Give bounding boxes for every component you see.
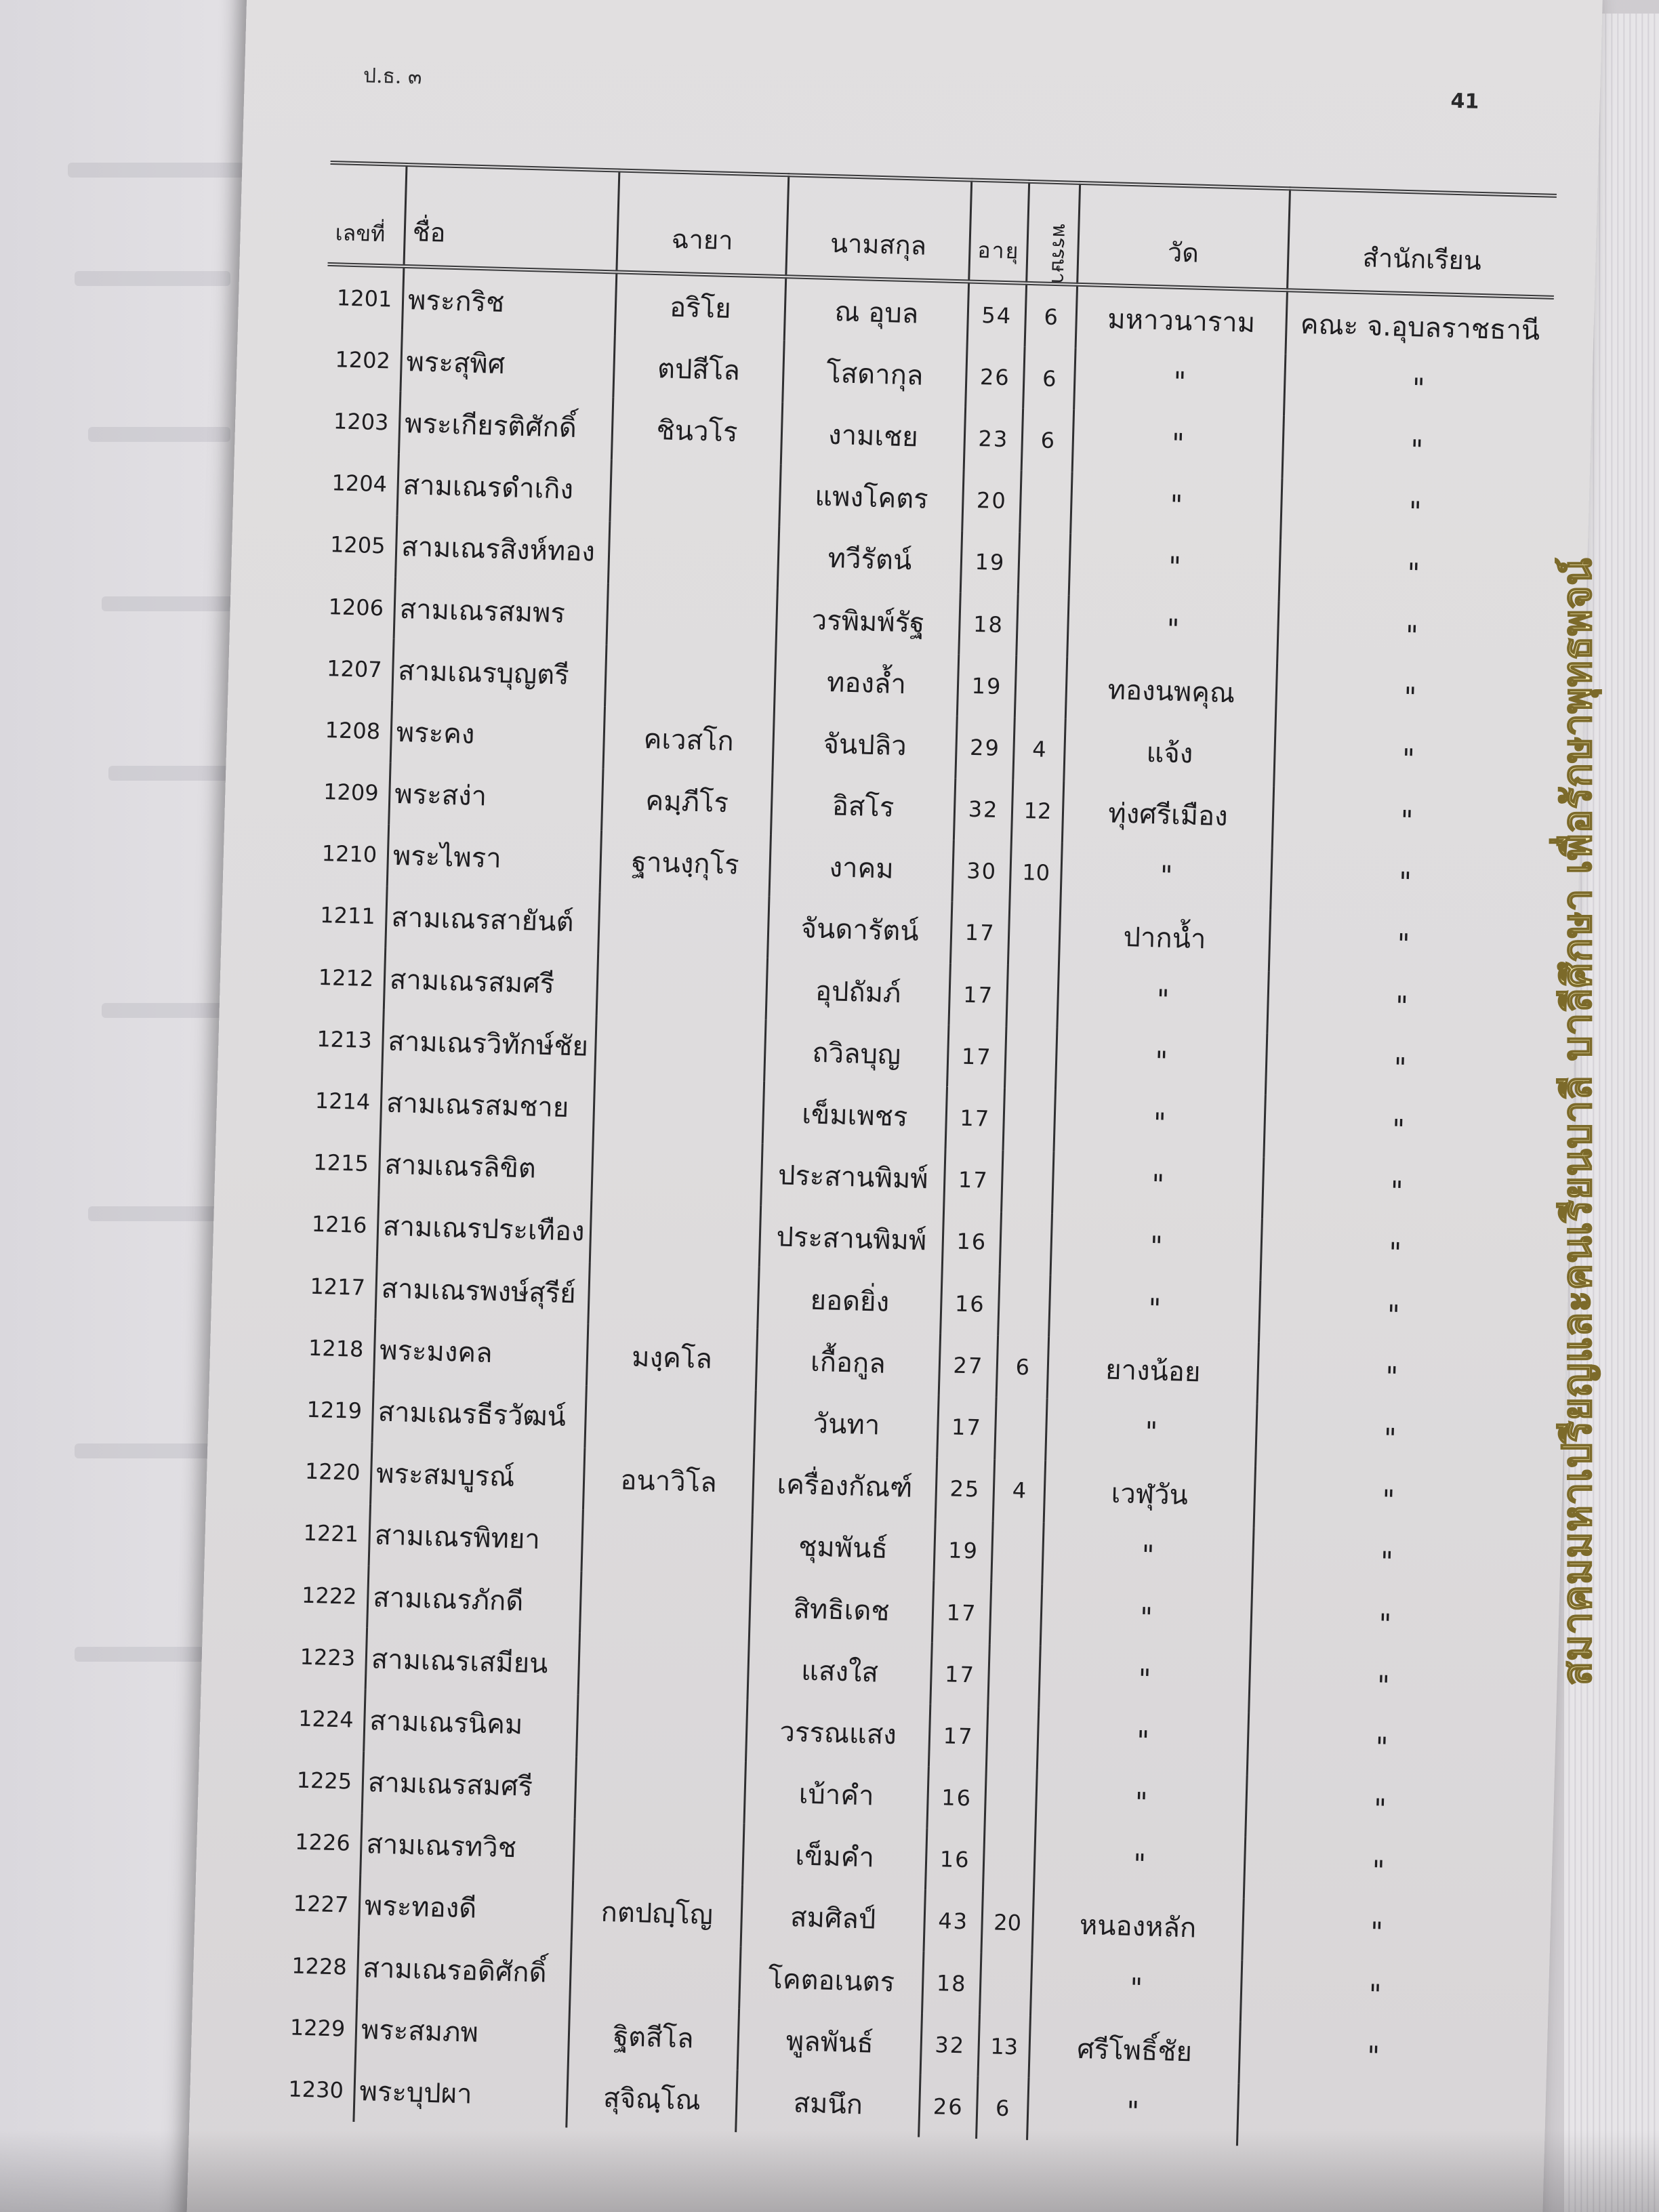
cell-alias: อริโย: [615, 272, 785, 340]
cell-surname: ประสานพิมพ์: [761, 1143, 945, 1210]
cell-alias: [605, 644, 776, 711]
cell-no: 1226: [294, 1828, 351, 1856]
cell-no: 1220: [304, 1458, 361, 1486]
cell-vassa: 6: [996, 1335, 1048, 1398]
cell-surname: เข็มคำ: [743, 1823, 927, 1889]
cell-name: สามเณรดำเกิง: [397, 453, 611, 521]
cell-temple: ": [1069, 533, 1280, 601]
cell-alias: คมฺภีโร: [602, 769, 773, 835]
cell-vassa: 4: [993, 1459, 1045, 1522]
cell-surname: เบ้าคำ: [744, 1761, 928, 1828]
cell-alias: อนาวิโล: [583, 1448, 754, 1514]
cell-age: 19: [957, 654, 1016, 717]
cell-name: พระบุปผา: [354, 2060, 568, 2127]
cell-name: พระสมภพ: [355, 1998, 569, 2066]
cell-temple: ": [1049, 1275, 1261, 1343]
cell-school: ": [1269, 910, 1537, 979]
cell-no: 1229: [289, 2014, 346, 2042]
book-page: [186, 0, 1603, 2212]
cell-school: ": [1281, 478, 1549, 547]
cell-no: 1221: [303, 1519, 359, 1548]
cell-school: ": [1244, 1837, 1512, 1906]
cell-temple: ": [1027, 2078, 1239, 2146]
cell-school: ": [1264, 1095, 1532, 1164]
cell-alias: ตปสีโล: [613, 336, 784, 403]
cell-surname: อิสโร: [771, 773, 955, 839]
cell-age: 16: [925, 1828, 984, 1891]
cell-surname: เกื้อกูล: [756, 1329, 940, 1395]
cell-school: ": [1262, 1157, 1530, 1226]
cell-alias: [578, 1633, 749, 1700]
cell-school: ": [1254, 1466, 1522, 1535]
cell-vassa: [979, 1953, 1031, 2016]
cell-age: 30: [952, 840, 1011, 903]
cell-school: ": [1274, 724, 1542, 794]
cell-temple: ยางน้อย: [1047, 1336, 1258, 1404]
cell-vassa: 13: [978, 2015, 1030, 2078]
header-age: อายุ: [969, 180, 1029, 283]
cell-temple: ": [1046, 1399, 1257, 1467]
cell-name: พระสุพิศ: [401, 330, 615, 398]
cell-surname: อุปถัมภ์: [766, 958, 950, 1025]
cell-alias: ชินวโร: [611, 398, 782, 464]
cell-alias: [595, 1015, 766, 1082]
cell-age: 32: [920, 2013, 979, 2076]
cell-age: 17: [950, 901, 1009, 964]
cell-surname: วรพิมพ์รัฐ: [776, 588, 960, 654]
cell-surname: ยอดยิ่ง: [758, 1267, 942, 1334]
cell-alias: [590, 1201, 760, 1267]
cell-alias: [596, 954, 767, 1020]
cell-temple: ": [1037, 1707, 1248, 1775]
cell-age: 17: [937, 1395, 996, 1458]
cell-no: 1201: [336, 284, 392, 312]
cell-age: 17: [945, 1087, 1004, 1150]
cell-surname: ทวีรัตน์: [777, 526, 962, 592]
cell-no: 1206: [328, 593, 384, 621]
cell-name: สามเณรลิขิต: [379, 1133, 593, 1201]
cell-no: 1204: [331, 470, 388, 497]
cell-no: 1218: [308, 1334, 364, 1362]
cell-alias: ฐิตสีโล: [568, 2004, 739, 2070]
cell-temple: มหาวนาราม: [1076, 285, 1287, 354]
cell-no: 1216: [311, 1211, 367, 1239]
cell-school: ": [1240, 1960, 1509, 2029]
student-record-table: [277, 161, 1557, 2153]
cell-no: 1202: [334, 346, 391, 374]
cell-age: 18: [922, 1952, 981, 2015]
cell-alias: [608, 521, 779, 588]
cell-alias: [607, 583, 777, 649]
cell-vassa: 6: [1025, 283, 1078, 348]
cell-alias: สุจิณฺโณ: [567, 2066, 737, 2132]
cell-vassa: [1018, 532, 1070, 595]
cell-school: ": [1267, 972, 1536, 1041]
cell-no: 1213: [316, 1025, 373, 1053]
cell-school: ": [1242, 1898, 1511, 1967]
cell-vassa: [1000, 1212, 1052, 1275]
cell-age: 54: [967, 282, 1027, 347]
cell-school: ": [1258, 1281, 1527, 1350]
cell-name: สามเณรธีรวัฒน์: [372, 1380, 586, 1448]
cell-no: 1225: [296, 1767, 352, 1795]
cell-alias: [588, 1263, 759, 1329]
cell-no: 1211: [319, 902, 376, 930]
cell-surname: ชุมพันธ์: [751, 1514, 935, 1580]
cell-school: ": [1261, 1219, 1529, 1288]
cell-name: พระมงคล: [373, 1319, 588, 1387]
cell-age: 25: [935, 1457, 994, 1520]
header-vassa: [1027, 182, 1080, 285]
cell-school: ": [1256, 1404, 1524, 1473]
cell-surname: จันปลิว: [773, 711, 957, 777]
cell-school: ": [1239, 2022, 1507, 2091]
cell-temple: ": [1074, 348, 1286, 416]
cell-age: 16: [927, 1766, 986, 1829]
cell-school: คณะ จ.อุบลราชธานี: [1286, 290, 1554, 361]
cell-temple: ": [1030, 1954, 1242, 2022]
cell-name: สามเณรอดิศักดิ์: [357, 1936, 571, 2004]
cell-name: สามเณรประเทือง: [377, 1195, 591, 1263]
cell-name: สามเณรทวิช: [361, 1813, 575, 1881]
cell-vassa: [1003, 1088, 1055, 1151]
cell-temple: ": [1072, 410, 1284, 478]
cell-surname: งามเชย: [781, 403, 965, 469]
cell-age: 17: [944, 1149, 1003, 1212]
cell-age: 26: [919, 2075, 978, 2138]
cell-alias: ฐานงฺกุโร: [600, 830, 771, 897]
cell-name: สามเณรสมศรี: [362, 1751, 576, 1819]
cell-temple: ": [1071, 472, 1282, 539]
cell-no: 1228: [291, 1952, 348, 1980]
header-temple: วัด: [1078, 183, 1290, 290]
cell-vassa: [1004, 1027, 1057, 1090]
cell-temple: ทุ่งศรีเมือง: [1062, 781, 1273, 848]
cell-age: 17: [932, 1581, 991, 1644]
cell-no: 1217: [309, 1273, 366, 1300]
cell-alias: [577, 1695, 747, 1761]
cell-name: สามเณรวิทักษ์ชัย: [382, 1010, 596, 1078]
watermark: สมาคมมหาเปรียญและคนเรียนบาลี บาลีศึกษา เพื่อรักษาพุทธพจน์: [1554, 557, 1600, 1686]
header-school: สำนักเรียน: [1287, 188, 1556, 298]
cell-temple: ปากน้ำ: [1059, 904, 1270, 972]
cell-temple: ": [1054, 1090, 1265, 1158]
cell-surname: โสดากุล: [783, 340, 967, 407]
cell-age: 43: [924, 1890, 983, 1953]
cell-vassa: 6: [1021, 409, 1073, 472]
bottom-shadow: [0, 2131, 1659, 2212]
cell-no: 1222: [301, 1582, 358, 1610]
cell-surname: แพงโคตร: [779, 464, 964, 531]
cell-school: ": [1277, 601, 1546, 670]
cell-name: สามเณรสิงห์ทอง: [396, 516, 610, 583]
cell-temple: ": [1067, 596, 1279, 663]
cell-name: สามเณรสมชาย: [380, 1071, 594, 1139]
cell-alias: กตปญฺโญ: [571, 1880, 742, 1946]
page-header-code: ป.ธ. ๓: [363, 64, 422, 89]
cell-temple: ": [1057, 966, 1269, 1034]
cell-name: สามเณรนิคม: [364, 1689, 578, 1757]
cell-name: สามเณรบุญตรี: [392, 639, 607, 707]
cell-school: ": [1272, 786, 1540, 855]
cell-name: พระกริช: [402, 266, 616, 336]
cell-surname: ทองล้ำ: [774, 649, 958, 716]
cell-name: พระเกียรติศักดิ์: [398, 392, 613, 459]
cell-school: ": [1284, 354, 1552, 423]
cell-school: ": [1257, 1343, 1525, 1412]
cell-temple: ศรีโพธิ์ชัย: [1029, 2016, 1240, 2084]
cell-age: 17: [928, 1704, 987, 1767]
cell-vassa: [986, 1706, 1038, 1769]
cell-vassa: 6: [1023, 347, 1076, 410]
cell-vassa: [985, 1768, 1037, 1831]
cell-alias: [592, 1139, 762, 1206]
cell-alias: [610, 459, 781, 526]
cell-temple: ": [1036, 1769, 1247, 1837]
cell-vassa: [998, 1273, 1050, 1336]
cell-age: 20: [962, 469, 1021, 532]
cell-surname: พูลพันธ์: [737, 2009, 922, 2075]
cell-no: 1212: [318, 964, 374, 991]
header-surname: นามสกุล: [786, 175, 972, 281]
cell-alias: มงฺคโล: [586, 1324, 757, 1391]
cell-name: สามเณรสายันต์: [386, 886, 600, 954]
cell-school: ": [1265, 1033, 1534, 1103]
cell-surname: แสงใส: [747, 1638, 932, 1704]
cell-name: พระสมบูรณ์: [371, 1442, 585, 1510]
cell-school: ": [1279, 539, 1547, 609]
cell-temple: แจ้ง: [1064, 719, 1275, 787]
cell-name: สามเณรสมศรี: [384, 948, 598, 1016]
cell-name: สามเณรพิทยา: [369, 1504, 583, 1572]
header-no: เลขที่: [335, 220, 386, 247]
header-alias: ฉายา: [617, 171, 789, 277]
cell-alias: [593, 1077, 764, 1143]
cell-surname: ประสานพิมพ์: [759, 1206, 943, 1272]
cell-vassa: [983, 1830, 1035, 1893]
cell-temple: ": [1039, 1645, 1250, 1713]
cell-name: สามเณรพงษ์สุรีย์: [375, 1256, 590, 1324]
cell-temple: ทองนพคุณ: [1065, 657, 1277, 725]
cell-vassa: [1002, 1150, 1054, 1213]
header-name: ชื่อ: [404, 165, 619, 272]
cell-alias: คเวสโก: [603, 707, 774, 773]
cell-no: 1207: [326, 655, 383, 683]
cell-name: สามเณรสมพร: [394, 577, 608, 645]
cell-temple: ": [1042, 1522, 1254, 1590]
cell-surname: วรรณแสง: [745, 1700, 930, 1766]
cell-age: 27: [939, 1334, 998, 1397]
cell-age: 19: [934, 1519, 993, 1582]
cell-age: 17: [949, 963, 1008, 1026]
cell-school: ": [1252, 1528, 1521, 1597]
cell-no: 1219: [306, 1396, 363, 1424]
cell-name: สามเณรภักดี: [367, 1565, 581, 1633]
cell-surname: สมนึก: [736, 2070, 920, 2137]
cell-school: ": [1275, 663, 1544, 732]
cell-temple: ": [1050, 1213, 1262, 1281]
cell-temple: ": [1055, 1028, 1267, 1096]
page-number: 41: [1450, 89, 1479, 114]
cell-no: 1203: [333, 408, 389, 436]
cell-age: 16: [942, 1210, 1001, 1273]
cell-no: 1230: [287, 2076, 344, 2104]
cell-school: ": [1249, 1652, 1517, 1721]
cell-temple: ": [1040, 1584, 1252, 1652]
cell-vassa: [991, 1521, 1044, 1584]
cell-age: 17: [947, 1025, 1006, 1088]
cell-temple: ": [1052, 1151, 1264, 1219]
cell-vassa: [1020, 470, 1072, 533]
cell-vassa: [995, 1397, 1047, 1460]
cell-no: 1215: [312, 1149, 369, 1177]
cell-vassa: [1008, 903, 1060, 966]
cell-no: 1214: [314, 1087, 371, 1115]
cell-age: 29: [956, 716, 1015, 779]
table-body: [277, 264, 1553, 2153]
cell-vassa: [1017, 594, 1069, 657]
cell-no: 1209: [323, 779, 380, 806]
cell-alias: [575, 1757, 745, 1823]
cell-temple: เวฬุวัน: [1044, 1460, 1255, 1528]
cell-school: ": [1271, 848, 1539, 918]
cell-alias: [570, 1942, 741, 2009]
cell-vassa: [988, 1644, 1040, 1707]
cell-alias: [598, 892, 769, 958]
cell-surname: โคตอเนตร: [739, 1946, 924, 2013]
cell-temple: ": [1061, 842, 1272, 910]
cell-surname: เครื่องกัณฑ์: [752, 1452, 937, 1519]
cell-school: ": [1250, 1589, 1519, 1658]
cell-surname: งาคม: [769, 835, 954, 901]
cell-school: ": [1246, 1775, 1514, 1844]
cell-no: 1224: [298, 1705, 354, 1733]
cell-school: ": [1247, 1713, 1515, 1782]
cell-vassa: 20: [981, 1891, 1033, 1954]
cell-school: ": [1282, 416, 1551, 485]
cell-age: 16: [941, 1272, 1000, 1335]
cell-vassa: 6: [977, 2076, 1029, 2139]
cell-no: 1205: [329, 531, 386, 559]
cell-surname: วันทา: [754, 1391, 939, 1457]
cell-age: 18: [959, 592, 1018, 655]
cell-surname: จันดารัตน์: [768, 897, 952, 963]
cell-no: 1227: [293, 1890, 349, 1919]
cell-alias: [585, 1386, 756, 1452]
cell-name: พระสง่า: [389, 762, 603, 830]
cell-age: 23: [964, 407, 1023, 470]
cell-temple: หนองหลัก: [1032, 1893, 1244, 1961]
header-vassa-label: พรรษา: [1046, 223, 1072, 285]
cell-surname: เข็มเพชร: [762, 1082, 947, 1148]
cell-temple: ": [1033, 1831, 1245, 1899]
cell-vassa: 12: [1011, 779, 1063, 842]
cell-name: พระไพรา: [387, 824, 601, 892]
cell-surname: ณ อุบล: [784, 276, 968, 345]
cell-vassa: [989, 1582, 1042, 1645]
cell-name: สามเณรเสมียน: [365, 1627, 579, 1695]
cell-age: 19: [960, 531, 1019, 594]
cell-alias: [581, 1510, 752, 1576]
cell-age: 26: [966, 346, 1025, 409]
cell-vassa: 4: [1013, 718, 1065, 781]
cell-age: 32: [954, 778, 1012, 841]
cell-surname: สิทธิเดช: [749, 1576, 933, 1642]
cell-surname: ถวิลบุญ: [764, 1020, 949, 1086]
cell-no: 1223: [300, 1643, 356, 1671]
cell-vassa: [1015, 656, 1067, 719]
cell-alias: [573, 1818, 744, 1885]
cell-vassa: [1006, 965, 1059, 1028]
cell-age: 17: [930, 1643, 989, 1706]
cell-no: 1210: [321, 840, 377, 868]
cell-no: 1208: [325, 716, 381, 745]
cell-name: พระทองดี: [359, 1875, 573, 1942]
cell-surname: สมศิลป์: [741, 1885, 925, 1951]
cell-alias: [580, 1572, 751, 1638]
cell-vassa: 10: [1010, 841, 1062, 904]
cell-name: พระคง: [390, 701, 605, 769]
